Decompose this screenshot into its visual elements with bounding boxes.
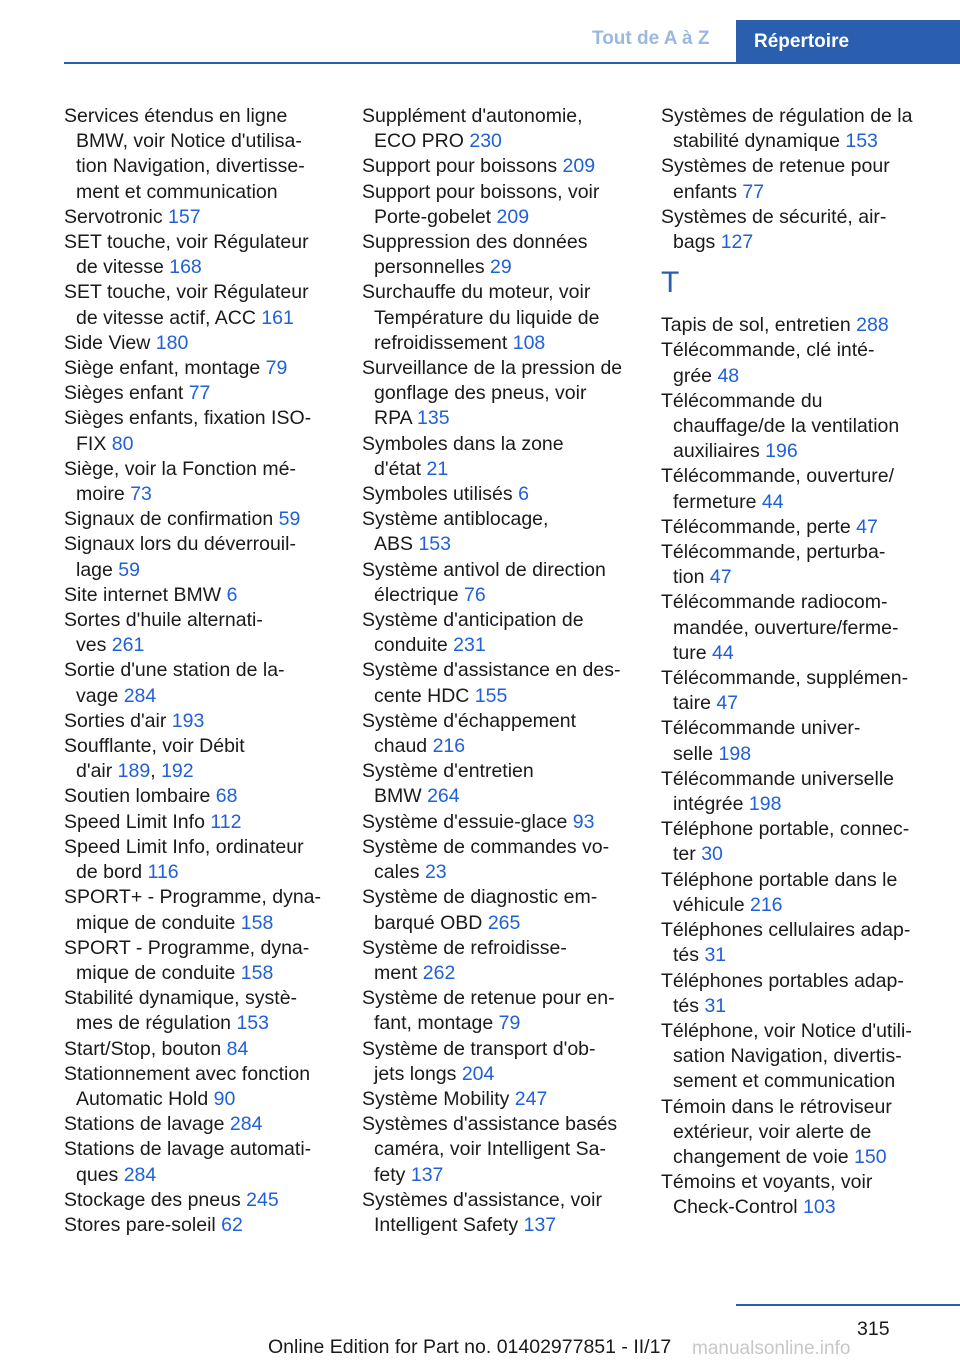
entry-text: Système d'essuie-glace (362, 810, 573, 833)
page-link[interactable]: 137 (410, 1163, 444, 1186)
page-link[interactable]: 62 (221, 1213, 243, 1236)
entry-text: Téléphones cellulaires adap- tés (661, 919, 911, 967)
page-link[interactable]: 44 (761, 490, 784, 513)
index-entry (661, 590, 957, 666)
entry-text: Système de transport d'ob- jets longs (362, 1037, 596, 1085)
index-entry (362, 1087, 652, 1112)
entry-text: Système Mobility (362, 1087, 515, 1110)
entry-text: Système d'entretien BMW (362, 760, 534, 808)
entry-text: Side View (64, 331, 156, 354)
index-entry (661, 868, 957, 918)
entry-text: Systèmes de sécurité, air- bags (661, 205, 887, 254)
entry-text: Signaux de confirmation (64, 508, 279, 531)
entry-text: Stores pare-soleil (64, 1213, 222, 1236)
index-entry (362, 1112, 652, 1188)
index-entry (64, 734, 354, 784)
page-link[interactable]: 48 (717, 364, 740, 387)
page-link[interactable]: 193 (171, 709, 205, 732)
index-entry (661, 918, 957, 968)
index-entry (362, 658, 652, 708)
index-entry (64, 1137, 354, 1187)
index-entry (362, 885, 652, 935)
index-entry (661, 205, 957, 255)
index-entry (64, 1062, 354, 1112)
entry-text: Stations de lavage automati- ques (64, 1138, 312, 1186)
index-entry (362, 482, 652, 507)
page-link[interactable]: 161 (261, 306, 294, 329)
index-entry (661, 1095, 957, 1171)
page-link[interactable]: 209 (496, 205, 530, 228)
entry-text: Systèmes de régulation de la stabilité dynamique (661, 105, 913, 153)
entry-text: Sortie d'une station de la- vage (64, 659, 285, 707)
page-link[interactable]: 31 (704, 994, 727, 1017)
index-entry (661, 666, 957, 716)
index-entry (661, 313, 957, 338)
index-entry (64, 205, 354, 230)
entry-text: SPORT+ - Programme, dyna- mique de conduite (64, 886, 322, 934)
index-entry (64, 230, 354, 280)
index-column-2 (362, 104, 652, 1238)
page-link[interactable]: 59 (118, 558, 140, 581)
page-link[interactable]: 264 (427, 785, 460, 808)
index-entry (64, 885, 354, 935)
entry-text: Supplément d'autonomie, ECO PRO (362, 105, 583, 153)
page-link[interactable]: 103 (803, 1196, 836, 1219)
entry-text: Siège enfant, montage (64, 357, 266, 380)
index-entry (362, 104, 652, 154)
page-link[interactable]: 209 (562, 155, 596, 178)
index-entry (661, 338, 957, 388)
index-entry (64, 835, 354, 885)
entry-text: Support pour boissons (362, 155, 563, 178)
entry-text: Services étendus en ligne BMW, voir Notice d'utilisa- tion Navigation, divertisse- ment et communication (64, 105, 305, 203)
entry-text: Sorties d'air (64, 709, 172, 732)
entry-text: Télécommande universelle intégrée (661, 767, 895, 816)
index-entry (64, 104, 354, 205)
page-link[interactable]: 261 (111, 634, 145, 657)
index-entry (64, 1037, 354, 1062)
page-link[interactable]: 73 (130, 483, 152, 506)
entry-text: Start/Stop, bouton (64, 1037, 227, 1060)
section-letter: T (661, 266, 680, 300)
index-entry (64, 356, 354, 381)
entry-text: Soutien lombaire (64, 785, 216, 808)
entry-text: SET touche, voir Régulateur de vitesse (64, 231, 309, 279)
index-entry (64, 810, 354, 835)
entry-text: Télécommande, clé inté- grée (661, 339, 875, 387)
page-link[interactable]: 44 (712, 641, 734, 664)
entry-text: Surchauffe du moteur, voir Température du liquide de refroidissement (362, 281, 600, 354)
entry-text: SPORT - Programme, dyna- mique de conduite (64, 936, 310, 984)
page-link[interactable]: 196 (765, 440, 798, 463)
index-entry (64, 1112, 354, 1137)
entry-text: Télécommande, perturba- tion (661, 541, 886, 589)
page-link[interactable]: 93 (572, 810, 595, 833)
entry-text: Témoins et voyants, voir Check-Control (661, 1171, 873, 1219)
entry-text: Système antiblocage, ABS (362, 508, 549, 556)
index-entry (64, 1188, 354, 1213)
index-entry (362, 608, 652, 658)
index-entry (362, 1037, 652, 1087)
page-link[interactable]: 158 (240, 911, 274, 934)
page-link[interactable]: 216 (432, 735, 466, 758)
index-entry (661, 540, 957, 590)
tab-repertoire[interactable]: Répertoire (736, 20, 960, 64)
index-entry (64, 331, 354, 356)
page-link[interactable]: 47 (856, 515, 878, 538)
entry-text: Systèmes de retenue pour enfants (661, 155, 890, 203)
entry-text: Siège, voir la Fonction mé- moire (64, 457, 296, 506)
page-link[interactable]: 284 (123, 684, 157, 707)
page-link[interactable]: 59 (278, 508, 301, 531)
entry-text: Symboles utilisés (362, 483, 519, 506)
index-entry (64, 583, 354, 608)
index-entry (362, 1188, 652, 1238)
index-entry (661, 464, 957, 514)
entry-text: Soufflante, voir Débit d'air (64, 735, 245, 783)
index-entry (661, 969, 957, 1019)
watermark: manualsonline.info (692, 1338, 851, 1359)
entry-text: Stationnement avec fonction Automatic Hold (64, 1062, 311, 1110)
page-link[interactable]: 112 (210, 810, 242, 833)
entry-text: Signaux lors du déverrouil- lage (64, 533, 296, 581)
page-link[interactable]: 135 (417, 407, 450, 430)
entry-text: Système d'assistance en des- cente HDC (362, 659, 621, 707)
page-link[interactable]: 84 (226, 1037, 249, 1060)
page-link[interactable]: 168 (169, 256, 202, 279)
entry-text: Télécommande, supplémen- taire (661, 667, 909, 715)
page-link[interactable]: 77 (188, 382, 211, 405)
page-link[interactable]: 23 (424, 861, 447, 884)
index-entry (362, 835, 652, 885)
index-entry (64, 381, 354, 406)
page-separator: , (150, 760, 162, 783)
entry-text: Téléphones portables adap- tés (661, 969, 904, 1017)
page-link[interactable]: 262 (422, 961, 456, 984)
edition-note: Online Edition for Part no. 01402977851 - II/17 (268, 1336, 672, 1358)
page-link[interactable]: 230 (469, 130, 502, 153)
entry-text: Télécommande radiocom- mandée, ouverture/ferme- ture (661, 591, 899, 664)
page-link[interactable]: 153 (418, 533, 451, 556)
page-link[interactable]: 245 (246, 1188, 279, 1211)
page-link[interactable]: 216 (749, 893, 783, 916)
page-link[interactable]: 6 (226, 583, 238, 606)
index-entry (661, 716, 957, 766)
index-entry (362, 810, 652, 835)
entry-text: Stabilité dynamique, systè- mes de régulation (64, 987, 298, 1035)
index-entry (362, 356, 652, 432)
index-entry (64, 457, 354, 507)
page-link[interactable]: 79 (498, 1012, 521, 1035)
entry-text: Système de refroidisse- ment (362, 936, 567, 984)
index-entry (64, 986, 354, 1036)
entry-text: Sièges enfant (64, 382, 189, 405)
index-entry (362, 709, 652, 759)
index-entry (362, 432, 652, 482)
index-entry (661, 104, 957, 154)
page-link[interactable]: 116 (147, 861, 179, 884)
page-link[interactable]: 198 (718, 742, 752, 765)
entry-text: Système antivol de direction électrique (362, 558, 606, 606)
footer-rule (736, 1304, 960, 1306)
index-entry (362, 507, 652, 557)
entry-text: Speed Limit Info, ordinateur de bord (64, 835, 304, 884)
index-entry (64, 532, 354, 582)
page-link[interactable]: 77 (742, 180, 765, 203)
entry-text: Support pour boissons, voir Porte-gobelet (362, 180, 600, 228)
entry-text: Symboles dans la zone d'état (362, 432, 564, 480)
page-link[interactable]: 79 (265, 357, 288, 380)
entry-text: Télécommande, perte (661, 515, 857, 538)
entry-text: Téléphone portable, connec- ter (661, 818, 910, 866)
page-link[interactable]: 21 (426, 457, 449, 480)
entry-text: Systèmes d'assistance, voir Intelligent Safety (362, 1188, 602, 1236)
index-entry (362, 558, 652, 608)
page-link[interactable]: 108 (512, 331, 546, 354)
index-entry (661, 817, 957, 867)
index-column-3 (661, 104, 957, 1221)
page-link[interactable]: 155 (474, 684, 508, 707)
entry-text: Servotronic (64, 205, 169, 228)
page-link[interactable]: 198 (748, 793, 782, 816)
index-entry (661, 1019, 957, 1095)
page-link[interactable]: 192 (161, 760, 194, 783)
entry-text: Système de diagnostic em- barqué OBD (362, 886, 598, 934)
page-link[interactable]: 76 (463, 583, 486, 606)
page-link[interactable]: 90 (213, 1087, 236, 1110)
page-link[interactable]: 68 (215, 785, 238, 808)
entry-text: Téléphone portable dans le véhicule (661, 868, 898, 916)
page-link[interactable]: 189 (117, 760, 151, 783)
page-link[interactable]: 31 (704, 944, 727, 967)
entry-text: Télécommande, ouverture/ fermeture (661, 465, 895, 513)
entry-text: Système d'anticipation de conduite (362, 609, 584, 657)
entry-text: Sièges enfants, fixation ISO- FIX (64, 407, 312, 455)
tab-tout-de-a-a-z[interactable]: Tout de A à Z (592, 28, 710, 49)
entry-text: Système de commandes vo- cales (362, 835, 610, 884)
index-entry (661, 389, 957, 465)
entry-text: Stockage des pneus (64, 1188, 247, 1211)
entry-text: Site internet BMW (64, 583, 227, 606)
page-link[interactable]: 288 (856, 314, 889, 337)
index-entry (362, 759, 652, 809)
page-number: 315 (857, 1318, 890, 1340)
index-entry (362, 180, 652, 230)
entry-text: Sortes d'huile alternati- ves (64, 609, 263, 657)
page-link[interactable]: 47 (709, 566, 732, 589)
page-link[interactable]: 30 (701, 843, 723, 866)
index-entry (64, 658, 354, 708)
page-link[interactable]: 247 (514, 1087, 548, 1110)
page-link[interactable]: 158 (240, 961, 274, 984)
index-entry (362, 986, 652, 1036)
page-link[interactable]: 153 (845, 130, 878, 153)
index-entry (661, 1170, 957, 1220)
index-entry (64, 608, 354, 658)
index-entry (64, 507, 354, 532)
entry-text: Surveillance de la pression de gonflage des pneus, voir RPA (362, 357, 623, 430)
page-link[interactable]: 284 (123, 1163, 157, 1186)
page-link[interactable]: 29 (490, 256, 512, 279)
index-entry (64, 709, 354, 734)
entry-text: Suppression des données personnelles (362, 231, 588, 279)
page-link[interactable]: 127 (720, 231, 754, 254)
index-entry (362, 154, 652, 179)
entry-text: Téléphone, voir Notice d'utili- sation Navigation, divertis- sement et communication (661, 1019, 912, 1093)
page-link[interactable]: 180 (155, 331, 189, 354)
page-link[interactable]: 153 (236, 1012, 269, 1035)
page-link[interactable]: 231 (453, 634, 486, 657)
entry-text: Systèmes d'assistance basés caméra, voir Intelligent Sa- fety (362, 1113, 618, 1186)
entry-text: Témoin dans le rétroviseur extérieur, voir alerte de changement de voie (661, 1095, 892, 1168)
entry-text: Speed Limit Info (64, 810, 211, 833)
index-entry (64, 1213, 354, 1238)
entry-text: Télécommande du chauffage/de la ventilation auxiliaires (661, 389, 900, 463)
index-entry (362, 230, 652, 280)
entry-text: Système d'échappement chaud (362, 709, 577, 758)
page-link[interactable]: 265 (487, 911, 521, 934)
index-entry (64, 936, 354, 986)
entry-text: Stations de lavage (64, 1113, 230, 1136)
header-rule (64, 62, 960, 64)
index-entry (661, 515, 957, 540)
index-entry (64, 784, 354, 809)
index-entry (661, 154, 957, 204)
page-link[interactable]: 47 (716, 692, 739, 715)
index-entry (362, 280, 652, 356)
page-link[interactable]: 6 (518, 483, 529, 506)
page-link[interactable]: 80 (111, 432, 134, 455)
entry-text: Système de retenue pour en- fant, montage (362, 987, 615, 1035)
page-link[interactable]: 284 (229, 1113, 263, 1136)
index-entry (661, 767, 957, 817)
index-column-1 (64, 104, 354, 1238)
page-link[interactable]: 204 (461, 1062, 495, 1085)
page-link[interactable]: 157 (168, 205, 201, 228)
index-entry (362, 936, 652, 986)
entry-text: SET touche, voir Régulateur de vitesse actif, ACC (64, 281, 309, 329)
page-link[interactable]: 150 (854, 1145, 887, 1168)
page-link[interactable]: 137 (523, 1213, 557, 1236)
index-entry (64, 280, 354, 330)
entry-text: Tapis de sol, entretien (661, 314, 857, 337)
entry-text: Télécommande univer- selle (661, 717, 861, 765)
index-entry (64, 406, 354, 456)
